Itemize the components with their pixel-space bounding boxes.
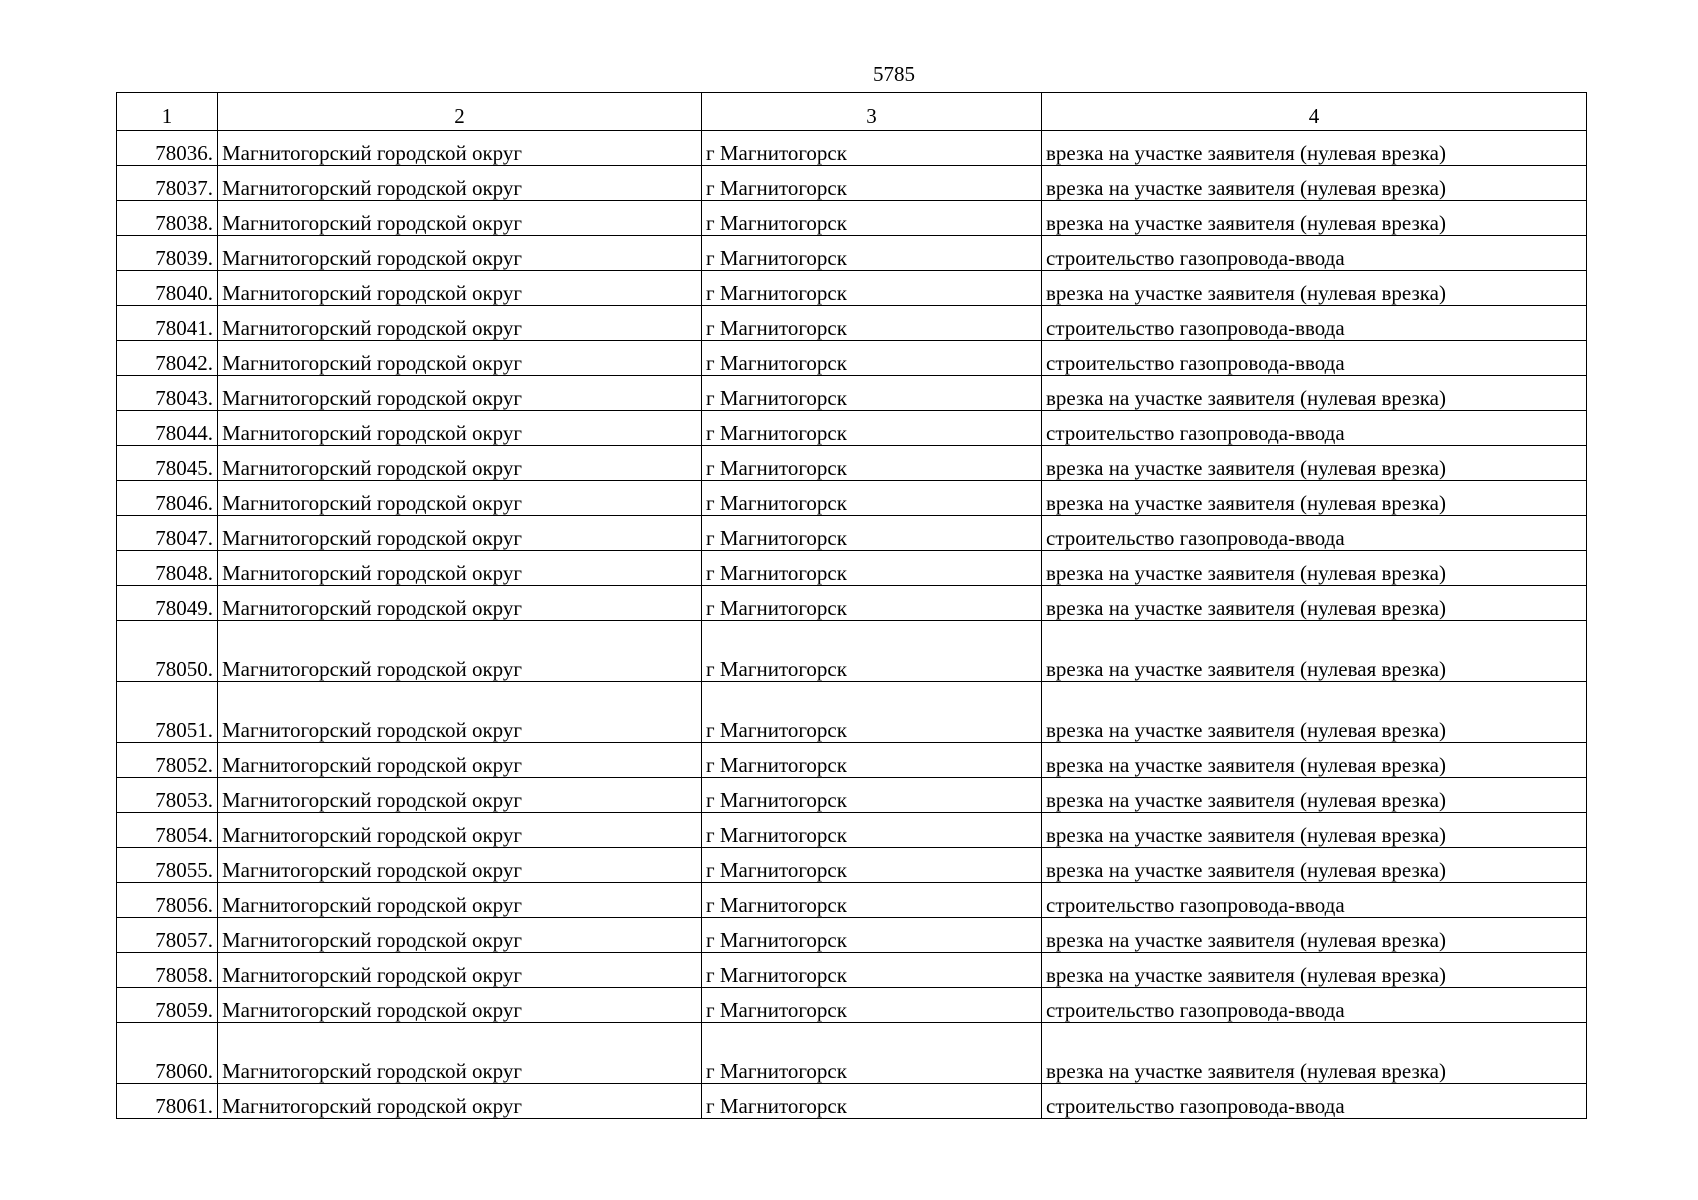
column-header-3: 3	[702, 93, 1042, 131]
settlement-cell: г Магнитогорск	[702, 953, 1042, 988]
district-cell: Магнитогорский городской округ	[218, 306, 702, 341]
district-cell: Магнитогорский городской округ	[218, 988, 702, 1023]
table-row	[117, 621, 1587, 682]
district-cell: Магнитогорский городской округ	[218, 131, 702, 166]
table-body	[117, 131, 1587, 1119]
table-row	[117, 1023, 1587, 1084]
district-cell: Магнитогорский городской округ	[218, 743, 702, 778]
work-type-cell: врезка на участке заявителя (нулевая врезка)	[1042, 813, 1587, 848]
settlement-cell: г Магнитогорск	[702, 516, 1042, 551]
district-cell: Магнитогорский городской округ	[218, 682, 702, 743]
work-type-cell: врезка на участке заявителя (нулевая врезка)	[1042, 551, 1587, 586]
row-number-cell: 78061.	[117, 1084, 218, 1119]
column-header-1: 1	[117, 93, 218, 131]
district-cell: Магнитогорский городской округ	[218, 883, 702, 918]
settlement-cell: г Магнитогорск	[702, 813, 1042, 848]
row-number-cell: 78046.	[117, 481, 218, 516]
table-row	[117, 306, 1587, 341]
row-number-cell: 78060.	[117, 1023, 218, 1084]
table-row	[117, 166, 1587, 201]
work-type-cell: врезка на участке заявителя (нулевая врезка)	[1042, 743, 1587, 778]
table-row	[117, 271, 1587, 306]
settlement-cell: г Магнитогорск	[702, 848, 1042, 883]
table-row	[117, 918, 1587, 953]
row-number-cell: 78051.	[117, 682, 218, 743]
row-number-cell: 78036.	[117, 131, 218, 166]
settlement-cell: г Магнитогорск	[702, 271, 1042, 306]
settlement-cell: г Магнитогорск	[702, 883, 1042, 918]
district-cell: Магнитогорский городской округ	[218, 446, 702, 481]
settlement-cell: г Магнитогорск	[702, 988, 1042, 1023]
row-number-cell: 78040.	[117, 271, 218, 306]
district-cell: Магнитогорский городской округ	[218, 376, 702, 411]
table-row	[117, 743, 1587, 778]
row-number-cell: 78057.	[117, 918, 218, 953]
table-row	[117, 411, 1587, 446]
district-cell: Магнитогорский городской округ	[218, 1023, 702, 1084]
district-cell: Магнитогорский городской округ	[218, 778, 702, 813]
district-cell: Магнитогорский городской округ	[218, 551, 702, 586]
table-row	[117, 813, 1587, 848]
district-cell: Магнитогорский городской округ	[218, 166, 702, 201]
district-cell: Магнитогорский городской округ	[218, 621, 702, 682]
table-row	[117, 953, 1587, 988]
table-row	[117, 201, 1587, 236]
settlement-cell: г Магнитогорск	[702, 682, 1042, 743]
table-row	[117, 883, 1587, 918]
row-number-cell: 78054.	[117, 813, 218, 848]
work-type-cell: строительство газопровода-ввода	[1042, 236, 1587, 271]
district-cell: Магнитогорский городской округ	[218, 236, 702, 271]
registry-table	[116, 92, 1587, 1119]
row-number-cell: 78042.	[117, 341, 218, 376]
work-type-cell: врезка на участке заявителя (нулевая врезка)	[1042, 446, 1587, 481]
page-number: 5785	[873, 62, 915, 86]
work-type-cell: строительство газопровода-ввода	[1042, 341, 1587, 376]
row-number-cell: 78039.	[117, 236, 218, 271]
row-number-cell: 78050.	[117, 621, 218, 682]
settlement-cell: г Магнитогорск	[702, 166, 1042, 201]
row-number-cell: 78049.	[117, 586, 218, 621]
settlement-cell: г Магнитогорск	[702, 621, 1042, 682]
settlement-cell: г Магнитогорск	[702, 1084, 1042, 1119]
settlement-cell: г Магнитогорск	[702, 376, 1042, 411]
work-type-cell: строительство газопровода-ввода	[1042, 883, 1587, 918]
column-header-2: 2	[218, 93, 702, 131]
row-number-cell: 78048.	[117, 551, 218, 586]
column-header-4: 4	[1042, 93, 1587, 131]
work-type-cell: врезка на участке заявителя (нулевая врезка)	[1042, 271, 1587, 306]
work-type-cell: врезка на участке заявителя (нулевая врезка)	[1042, 918, 1587, 953]
district-cell: Магнитогорский городской округ	[218, 586, 702, 621]
work-type-cell: строительство газопровода-ввода	[1042, 988, 1587, 1023]
row-number-cell: 78056.	[117, 883, 218, 918]
work-type-cell: врезка на участке заявителя (нулевая врезка)	[1042, 848, 1587, 883]
district-cell: Магнитогорский городской округ	[218, 341, 702, 376]
row-number-cell: 78058.	[117, 953, 218, 988]
work-type-cell: врезка на участке заявителя (нулевая врезка)	[1042, 166, 1587, 201]
table-row	[117, 778, 1587, 813]
row-number-cell: 78052.	[117, 743, 218, 778]
work-type-cell: строительство газопровода-ввода	[1042, 306, 1587, 341]
settlement-cell: г Магнитогорск	[702, 131, 1042, 166]
row-number-cell: 78037.	[117, 166, 218, 201]
work-type-cell: врезка на участке заявителя (нулевая врезка)	[1042, 778, 1587, 813]
district-cell: Магнитогорский городской округ	[218, 918, 702, 953]
table-row	[117, 236, 1587, 271]
district-cell: Магнитогорский городской округ	[218, 201, 702, 236]
settlement-cell: г Магнитогорск	[702, 446, 1042, 481]
work-type-cell: врезка на участке заявителя (нулевая врезка)	[1042, 621, 1587, 682]
settlement-cell: г Магнитогорск	[702, 341, 1042, 376]
settlement-cell: г Магнитогорск	[702, 411, 1042, 446]
row-number-cell: 78044.	[117, 411, 218, 446]
settlement-cell: г Магнитогорск	[702, 201, 1042, 236]
work-type-cell: строительство газопровода-ввода	[1042, 516, 1587, 551]
row-number-cell: 78045.	[117, 446, 218, 481]
district-cell: Магнитогорский городской округ	[218, 411, 702, 446]
settlement-cell: г Магнитогорск	[702, 236, 1042, 271]
settlement-cell: г Магнитогорск	[702, 586, 1042, 621]
work-type-cell: врезка на участке заявителя (нулевая врезка)	[1042, 481, 1587, 516]
table-row	[117, 341, 1587, 376]
settlement-cell: г Магнитогорск	[702, 481, 1042, 516]
settlement-cell: г Магнитогорск	[702, 778, 1042, 813]
work-type-cell: врезка на участке заявителя (нулевая врезка)	[1042, 131, 1587, 166]
work-type-cell: врезка на участке заявителя (нулевая врезка)	[1042, 953, 1587, 988]
table-row	[117, 586, 1587, 621]
work-type-cell: врезка на участке заявителя (нулевая врезка)	[1042, 586, 1587, 621]
work-type-cell: врезка на участке заявителя (нулевая врезка)	[1042, 376, 1587, 411]
settlement-cell: г Магнитогорск	[702, 743, 1042, 778]
table-row	[117, 516, 1587, 551]
settlement-cell: г Магнитогорск	[702, 918, 1042, 953]
district-cell: Магнитогорский городской округ	[218, 271, 702, 306]
row-number-cell: 78041.	[117, 306, 218, 341]
work-type-cell: строительство газопровода-ввода	[1042, 1084, 1587, 1119]
district-cell: Магнитогорский городской округ	[218, 1084, 702, 1119]
row-number-cell: 78047.	[117, 516, 218, 551]
district-cell: Магнитогорский городской округ	[218, 848, 702, 883]
settlement-cell: г Магнитогорск	[702, 1023, 1042, 1084]
table-row	[117, 446, 1587, 481]
table-row	[117, 682, 1587, 743]
settlement-cell: г Магнитогорск	[702, 306, 1042, 341]
row-number-cell: 78053.	[117, 778, 218, 813]
table-row	[117, 376, 1587, 411]
district-cell: Магнитогорский городской округ	[218, 481, 702, 516]
row-number-cell: 78038.	[117, 201, 218, 236]
table-row	[117, 988, 1587, 1023]
work-type-cell: врезка на участке заявителя (нулевая врезка)	[1042, 1023, 1587, 1084]
district-cell: Магнитогорский городской округ	[218, 953, 702, 988]
settlement-cell: г Магнитогорск	[702, 551, 1042, 586]
row-number-cell: 78059.	[117, 988, 218, 1023]
district-cell: Магнитогорский городской округ	[218, 813, 702, 848]
table-row	[117, 551, 1587, 586]
work-type-cell: врезка на участке заявителя (нулевая врезка)	[1042, 201, 1587, 236]
table-row	[117, 848, 1587, 883]
row-number-cell: 78055.	[117, 848, 218, 883]
work-type-cell: врезка на участке заявителя (нулевая врезка)	[1042, 682, 1587, 743]
district-cell: Магнитогорский городской округ	[218, 516, 702, 551]
table-row	[117, 1084, 1587, 1119]
work-type-cell: строительство газопровода-ввода	[1042, 411, 1587, 446]
table-row	[117, 131, 1587, 166]
row-number-cell: 78043.	[117, 376, 218, 411]
table-row	[117, 481, 1587, 516]
header-row	[117, 93, 1587, 131]
table-header	[117, 93, 1587, 131]
